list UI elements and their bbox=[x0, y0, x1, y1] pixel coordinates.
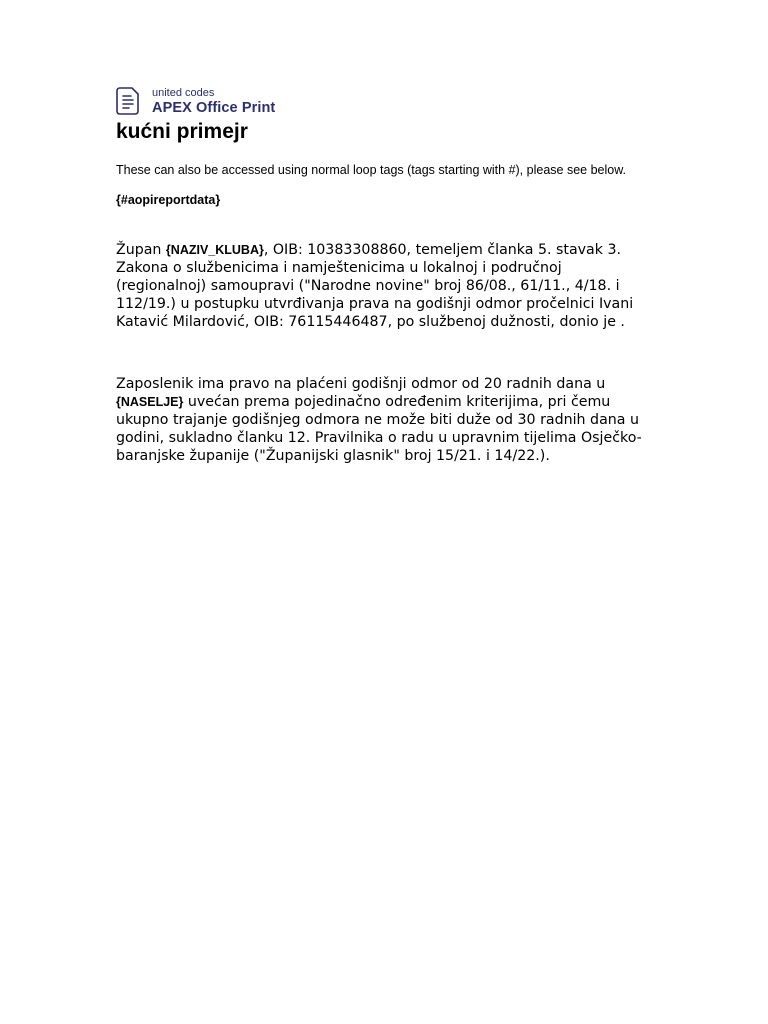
paragraph-decision-lead: Župan bbox=[116, 242, 166, 258]
tag-naselje: {NASELJE} bbox=[116, 395, 184, 409]
tag-naziv-kluba: {NAZIV_KLUBA} bbox=[165, 243, 264, 257]
paragraph-leave bbox=[116, 375, 656, 465]
document-title: kućni primejr bbox=[116, 120, 248, 143]
paragraph-decision-rest: , OIB: 10383308860, temeljem članka 5. stavak 3. Zakona o službenicima i namještenicima u lokalnoj i područnoj (regionalnoj) samoupravi ("Narodne novine" broj 86/08., 61/11., 4/18. i 112/19.) u postupku utvrđivanja prava na godišnji odmor pročelnici Ivani Katavić Milardović, OIB: 76115446487, po službenoj dužnosti, donio je . bbox=[116, 242, 634, 330]
logo-united-codes: united codes bbox=[152, 86, 215, 99]
paragraph-decision bbox=[116, 241, 656, 331]
document-logo-icon bbox=[116, 87, 140, 115]
intro-text: These can also be accessed using normal loop tags (tags starting with #), please see below. bbox=[116, 163, 627, 177]
apex-office-print-logo bbox=[116, 86, 656, 116]
logo-apex-office-print: APEX Office Print bbox=[152, 99, 276, 116]
paragraph-leave-lead: Zaposlenik ima pravo na plaćeni godišnji odmor od 20 radnih dana u bbox=[116, 376, 606, 392]
logo-text bbox=[152, 87, 275, 116]
document-page bbox=[116, 86, 656, 465]
paragraph-leave-rest: uvećan prema pojedinačno određenim kriterijima, pri čemu ukupno trajanje godišnjeg odmora ne može biti duže od 30 radnih dana u godini, sukladno članku 12. Pravilnika o radu u upravnim tijelima Osječko-baranjske županije ("Županijski glasnik" broj 15/21. i 14/22.). bbox=[116, 394, 642, 464]
loop-tag: {#aopireportdata} bbox=[116, 193, 221, 207]
